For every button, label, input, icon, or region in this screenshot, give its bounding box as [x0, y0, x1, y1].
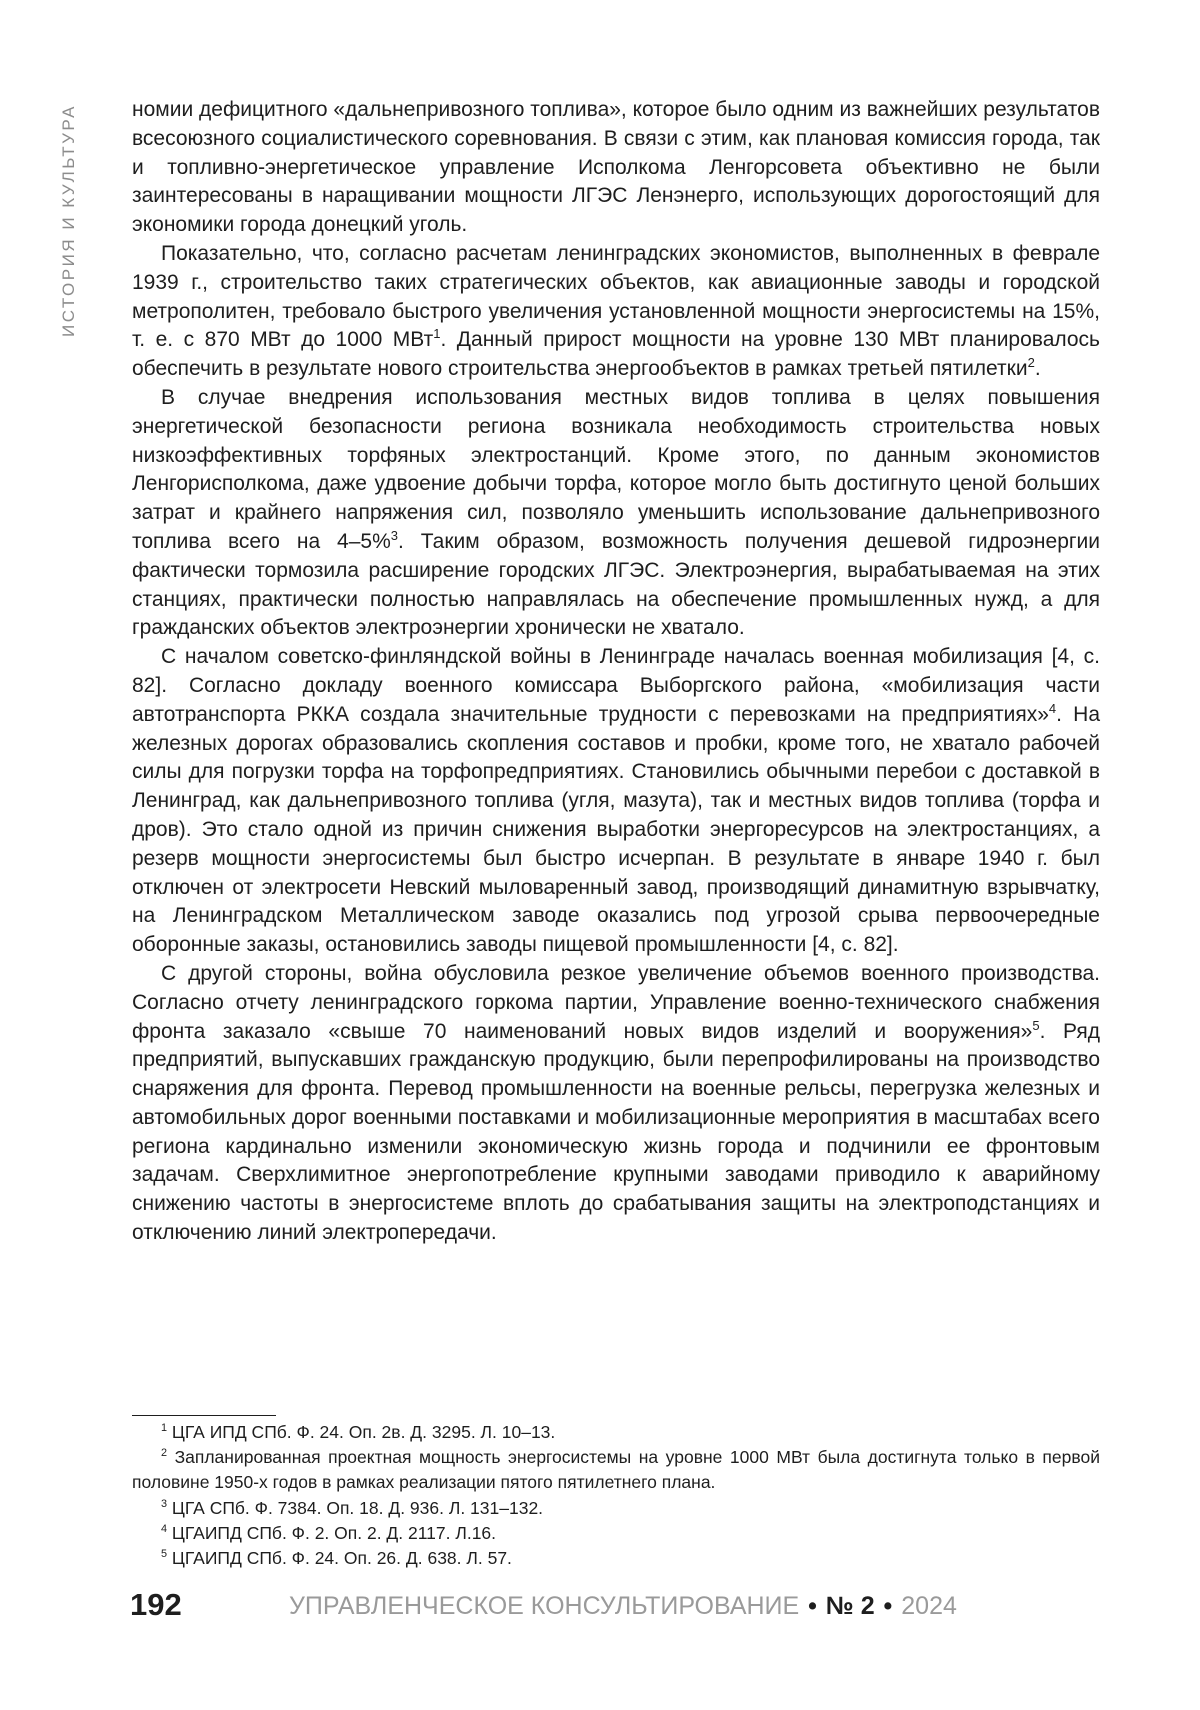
journal-running-footer	[289, 1592, 957, 1621]
footnote-4	[132, 1521, 1100, 1546]
page-number: 192	[130, 1587, 182, 1623]
paragraph-text: .	[1035, 357, 1041, 380]
footnote-ref[interactable]: 2	[1028, 355, 1035, 370]
paragraph-2	[132, 240, 1100, 384]
paragraph-4	[132, 643, 1100, 960]
footnote-ref[interactable]: 3	[391, 528, 398, 543]
footnote-5	[132, 1546, 1100, 1571]
paragraph-text: В случае внедрения использования местных видов топлива в целях повышения энергетической безопасности региона возникала необходимость строительства новых низкоэффективных торфяных электростанций. Кроме этого, по данным экономистов Ленгорисполкома, даже удвоение добычи торфа, которое могло быть достигнуто ценой больших затрат и крайнего напряжения сил, позволяло уменьшить использование дальнепривозного топлива всего на 4–5%	[132, 386, 1100, 553]
paragraph-5	[132, 960, 1100, 1248]
paragraph-text: . На железных дорогах образовались скопления составов и пробки, кроме того, не хватало рабочей силы для погрузки торфа на торфопредприятиях. Становились обычными перебои с доставкой в Ленинград, как дальнепривозного топлива (угля, мазута), так и местных видов топлива (торфа и дров). Это стало одной из причин снижения выработки энергоресурсов на электростанциях, а резерв мощности энергосистемы был быстро исчерпан. В результате в январе 1940 г. был отключен от электросети Невский мыловаренный завод, производящий динамитную взрывчатку, на Ленинградском Металлическом заводе оказались под угрозой срыва первоочередные оборонные заказы, остановились заводы пищевой промышленности [4, с. 82].	[132, 703, 1100, 956]
article-body	[132, 96, 1100, 1248]
footnote-2	[132, 1445, 1100, 1495]
footnote-text: Запланированная проектная мощность энергосистемы на уровне 1000 МВт была достигнута только в первой половине 1950-х годов в рамках реализации пятого пятилетнего плана.	[132, 1447, 1100, 1492]
paragraph-text: С другой стороны, война обусловила резкое увеличение объемов военного производства. Согласно отчету ленинградского горкома партии, Управление военно-технического снабжения фронта заказало «свыше 70 наименований новых видов изделий и вооружения»	[132, 962, 1100, 1043]
footnote-ref[interactable]: 1	[433, 326, 440, 341]
paragraph-text: Показательно, что, согласно расчетам ленинградских экономистов, выполненных в феврале 1939 г., строительство таких стратегических объектов, как авиационные заводы и городской метрополитен, требовало быстрого увеличения установленной мощности энергосистемы на 15%, т. е. с 870 МВт до 1000 МВт	[132, 242, 1100, 351]
section-side-label: ИСТОРИЯ И КУЛЬТУРА	[59, 104, 79, 337]
footnote-ref[interactable]: 4	[1049, 701, 1056, 716]
footnote-text: ЦГА ИПД СПб. Ф. 24. Оп. 2в. Д. 3295. Л. 10–13.	[172, 1422, 555, 1442]
issue-number: № 2	[826, 1592, 875, 1620]
paragraph-3	[132, 384, 1100, 643]
footnote-number: 5	[161, 1548, 167, 1560]
paragraph-text: . Данный прирост мощности на уровне 130 МВт планировалось обеспечить в результате нового строительства энергообъектов в рамках третьей пятилетки	[132, 328, 1100, 380]
footnote-divider	[132, 1415, 276, 1416]
footnote-1	[132, 1420, 1100, 1445]
footnotes	[132, 1420, 1100, 1571]
journal-title: УПРАВЛЕНЧЕСКОЕ КОНСУЛЬТИРОВАНИЕ	[289, 1592, 799, 1620]
footnote-text: ЦГАИПД СПб. Ф. 24. Оп. 26. Д. 638. Л. 57.	[172, 1548, 512, 1568]
separator-dot: •	[806, 1592, 819, 1620]
paragraph-text: . Ряд предприятий, выпускавших гражданскую продукцию, были перепрофилированы на производство снаряжения для фронта. Перевод промышленности на военные рельсы, перегрузка железных и автомобильных дорог военными поставками и мобилизационные мероприятия в масштабах всего региона кардинально изменили экономическую жизнь города и подчинили ее фронтовым задачам. Сверхлимитное энергопотребление крупными заводами приводило к аварийному снижению частоты в энергосистеме вплоть до срабатывания защиты на электроподстанциях и отключению линий электропередачи.	[132, 1020, 1100, 1245]
paragraph-1	[132, 96, 1100, 240]
footnote-number: 4	[161, 1523, 167, 1535]
footnote-text: ЦГАИПД СПб. Ф. 2. Оп. 2. Д. 2117. Л.16.	[172, 1523, 496, 1543]
footnote-ref[interactable]: 5	[1032, 1018, 1039, 1033]
footnote-number: 2	[161, 1447, 167, 1459]
separator-dot: •	[882, 1592, 895, 1620]
footnote-number: 3	[161, 1498, 167, 1510]
footnote-number: 1	[161, 1422, 167, 1434]
paragraph-text: . Таким образом, возможность получения дешевой гидроэнергии фактически тормозила расширение городских ЛГЭС. Электроэнергия, вырабатываемая на этих станциях, практически полностью направлялась на обеспечение промышленных нужд, а для гражданских объектов электроэнергии хронически не хватало.	[132, 530, 1100, 639]
issue-year: 2024	[901, 1592, 957, 1620]
footnote-3	[132, 1496, 1100, 1521]
paragraph-text: номии дефицитного «дальнепривозного топлива», которое было одним из важнейших результатов всесоюзного социалистического соревнования. В связи с этим, как плановая комиссия города, так и топливно-энергетическое управление Исполкома Ленгорсовета объективно не были заинтересованы в наращивании мощности ЛГЭС Ленэнерго, использующих дорогостоящий для экономики города донецкий уголь.	[132, 98, 1100, 236]
footnote-text: ЦГА СПб. Ф. 7384. Оп. 18. Д. 936. Л. 131–132.	[172, 1498, 543, 1518]
paragraph-text: С началом советско-финляндской войны в Ленинграде началась военная мобилизация [4, с. 82]. Согласно докладу военного комиссара Выборгского района, «мобилизация части автотранспорта РККА создала значительные трудности с перевозками на предприятиях»	[132, 645, 1100, 726]
